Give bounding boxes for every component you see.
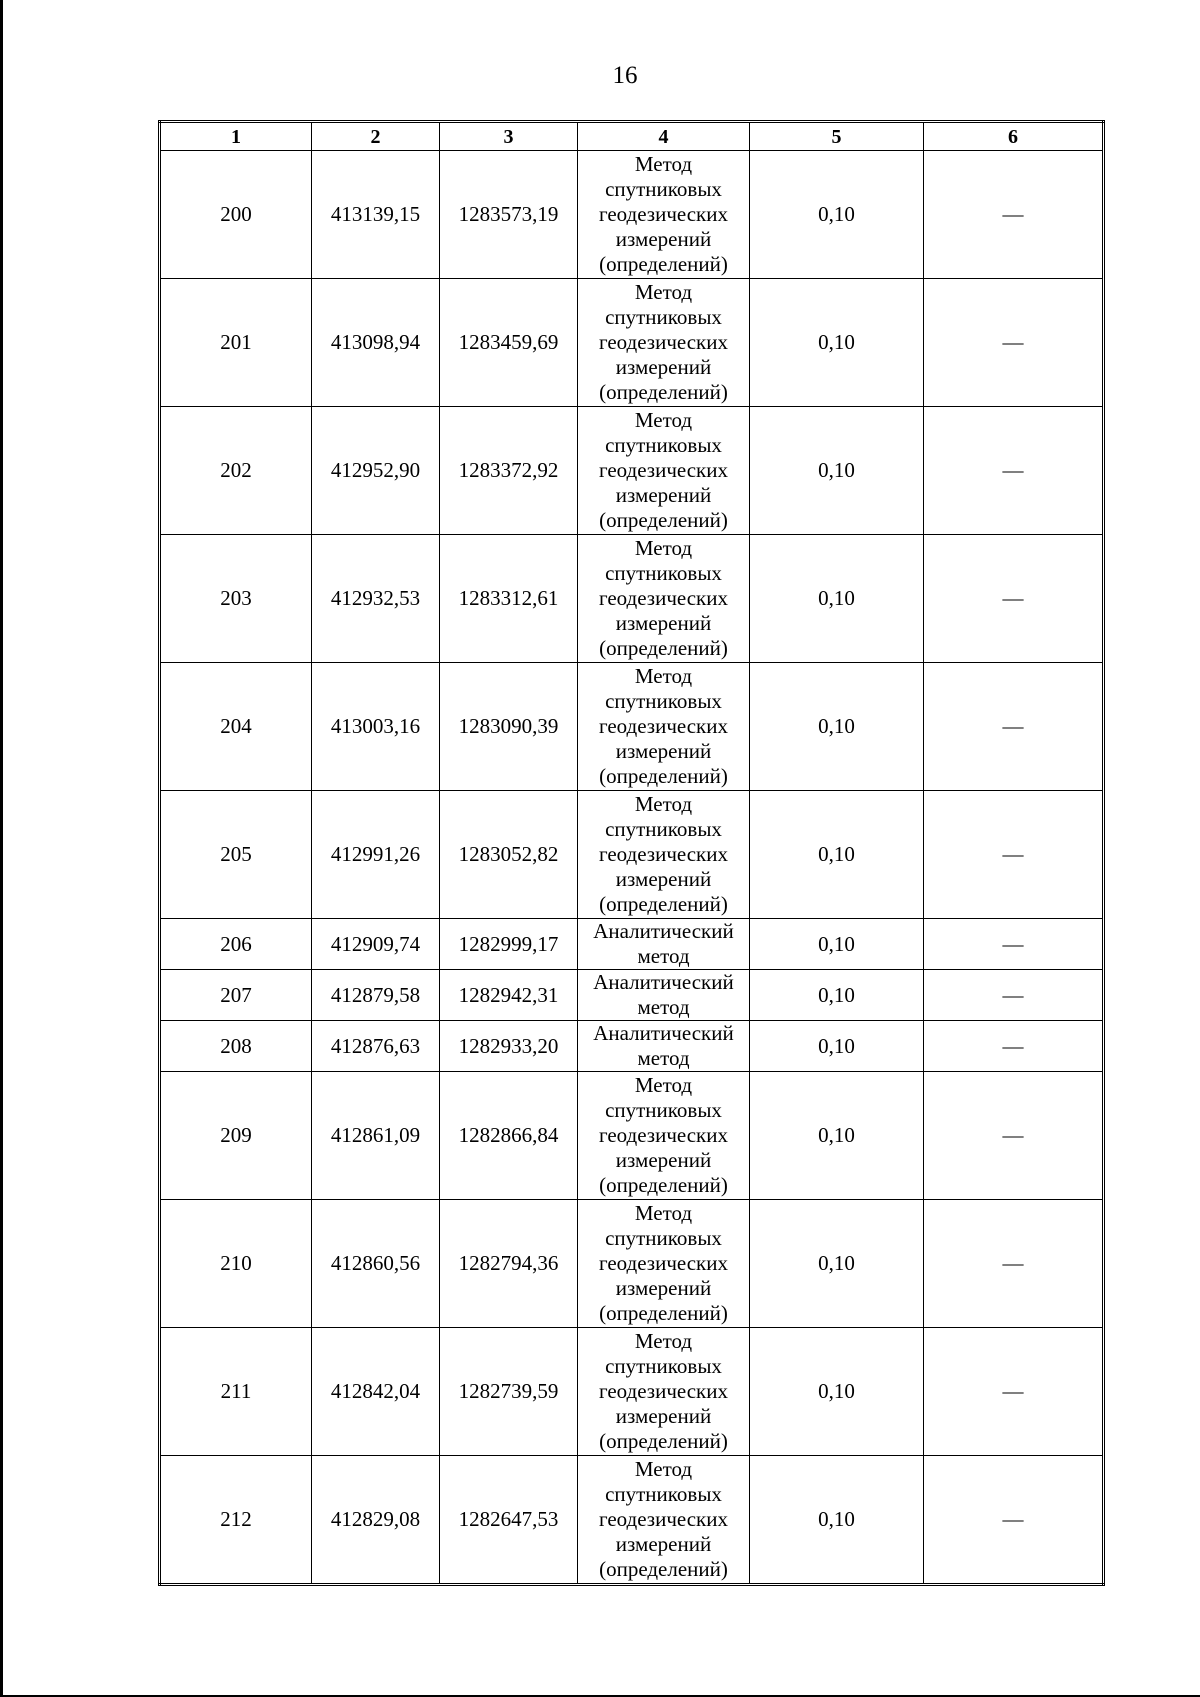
coordinates-table [158,120,1105,1586]
method-cell: Метод спутниковых геодезических измерений (определений) [578,279,750,407]
point-number-cell: 204 [160,663,312,791]
y-coordinate-cell: 1282739,59 [440,1328,578,1456]
note-cell: — [924,663,1104,791]
column-header-4: 4 [578,122,750,151]
x-coordinate-cell: 412991,26 [312,791,440,919]
x-coordinate-cell: 412909,74 [312,919,440,970]
x-coordinate-cell: 413098,94 [312,279,440,407]
method-cell: Метод спутниковых геодезических измерений (определений) [578,791,750,919]
note-cell: — [924,1200,1104,1328]
y-coordinate-cell: 1282999,17 [440,919,578,970]
x-coordinate-cell: 412932,53 [312,535,440,663]
method-cell: Метод спутниковых геодезических измерений (определений) [578,663,750,791]
x-coordinate-cell: 412842,04 [312,1328,440,1456]
column-header-2: 2 [312,122,440,151]
method-cell: Метод спутниковых геодезических измерений (определений) [578,151,750,279]
accuracy-cell: 0,10 [750,791,924,919]
accuracy-cell: 0,10 [750,1021,924,1072]
page-left-border [0,0,3,1697]
method-cell: Аналитический метод [578,1021,750,1072]
table-row [160,791,1104,919]
table-row [160,151,1104,279]
column-header-1: 1 [160,122,312,151]
y-coordinate-cell: 1283312,61 [440,535,578,663]
accuracy-cell: 0,10 [750,279,924,407]
accuracy-cell: 0,10 [750,1328,924,1456]
y-coordinate-cell: 1282794,36 [440,1200,578,1328]
accuracy-cell: 0,10 [750,535,924,663]
x-coordinate-cell: 412860,56 [312,1200,440,1328]
y-coordinate-cell: 1283090,39 [440,663,578,791]
table-row [160,535,1104,663]
y-coordinate-cell: 1283459,69 [440,279,578,407]
method-cell: Метод спутниковых геодезических измерений (определений) [578,1456,750,1585]
accuracy-cell: 0,10 [750,663,924,791]
accuracy-cell: 0,10 [750,151,924,279]
table-row [160,1072,1104,1200]
table-row [160,407,1104,535]
y-coordinate-cell: 1283573,19 [440,151,578,279]
y-coordinate-cell: 1282866,84 [440,1072,578,1200]
y-coordinate-cell: 1283052,82 [440,791,578,919]
x-coordinate-cell: 412876,63 [312,1021,440,1072]
accuracy-cell: 0,10 [750,1072,924,1200]
column-header-6: 6 [924,122,1104,151]
note-cell: — [924,791,1104,919]
method-cell: Метод спутниковых геодезических измерений (определений) [578,535,750,663]
y-coordinate-cell: 1282933,20 [440,1021,578,1072]
accuracy-cell: 0,10 [750,1200,924,1328]
point-number-cell: 201 [160,279,312,407]
note-cell: — [924,1456,1104,1585]
note-cell: — [924,1021,1104,1072]
table-row [160,919,1104,970]
x-coordinate-cell: 412861,09 [312,1072,440,1200]
y-coordinate-cell: 1282647,53 [440,1456,578,1585]
point-number-cell: 202 [160,407,312,535]
x-coordinate-cell: 413139,15 [312,151,440,279]
note-cell: — [924,279,1104,407]
table-row [160,970,1104,1021]
table-row [160,1200,1104,1328]
column-header-5: 5 [750,122,924,151]
method-cell: Аналитический метод [578,919,750,970]
method-cell: Метод спутниковых геодезических измерений (определений) [578,1072,750,1200]
column-header-3: 3 [440,122,578,151]
point-number-cell: 208 [160,1021,312,1072]
note-cell: — [924,970,1104,1021]
point-number-cell: 209 [160,1072,312,1200]
method-cell: Метод спутниковых геодезических измерений (определений) [578,1328,750,1456]
note-cell: — [924,535,1104,663]
note-cell: — [924,151,1104,279]
x-coordinate-cell: 412829,08 [312,1456,440,1585]
point-number-cell: 205 [160,791,312,919]
x-coordinate-cell: 412952,90 [312,407,440,535]
note-cell: — [924,919,1104,970]
page-number: 16 [612,62,638,89]
accuracy-cell: 0,10 [750,919,924,970]
y-coordinate-cell: 1282942,31 [440,970,578,1021]
y-coordinate-cell: 1283372,92 [440,407,578,535]
point-number-cell: 207 [160,970,312,1021]
point-number-cell: 210 [160,1200,312,1328]
note-cell: — [924,407,1104,535]
x-coordinate-cell: 413003,16 [312,663,440,791]
table-row [160,279,1104,407]
method-cell: Метод спутниковых геодезических измерений (определений) [578,1200,750,1328]
note-cell: — [924,1072,1104,1200]
method-cell: Аналитический метод [578,970,750,1021]
note-cell: — [924,1328,1104,1456]
point-number-cell: 206 [160,919,312,970]
method-cell: Метод спутниковых геодезических измерений (определений) [578,407,750,535]
accuracy-cell: 0,10 [750,407,924,535]
table-row [160,1456,1104,1585]
point-number-cell: 212 [160,1456,312,1585]
point-number-cell: 211 [160,1328,312,1456]
table-header-row [160,122,1104,151]
accuracy-cell: 0,10 [750,1456,924,1585]
table-row [160,1328,1104,1456]
point-number-cell: 203 [160,535,312,663]
table-row [160,1021,1104,1072]
point-number-cell: 200 [160,151,312,279]
table-row [160,663,1104,791]
x-coordinate-cell: 412879,58 [312,970,440,1021]
accuracy-cell: 0,10 [750,970,924,1021]
